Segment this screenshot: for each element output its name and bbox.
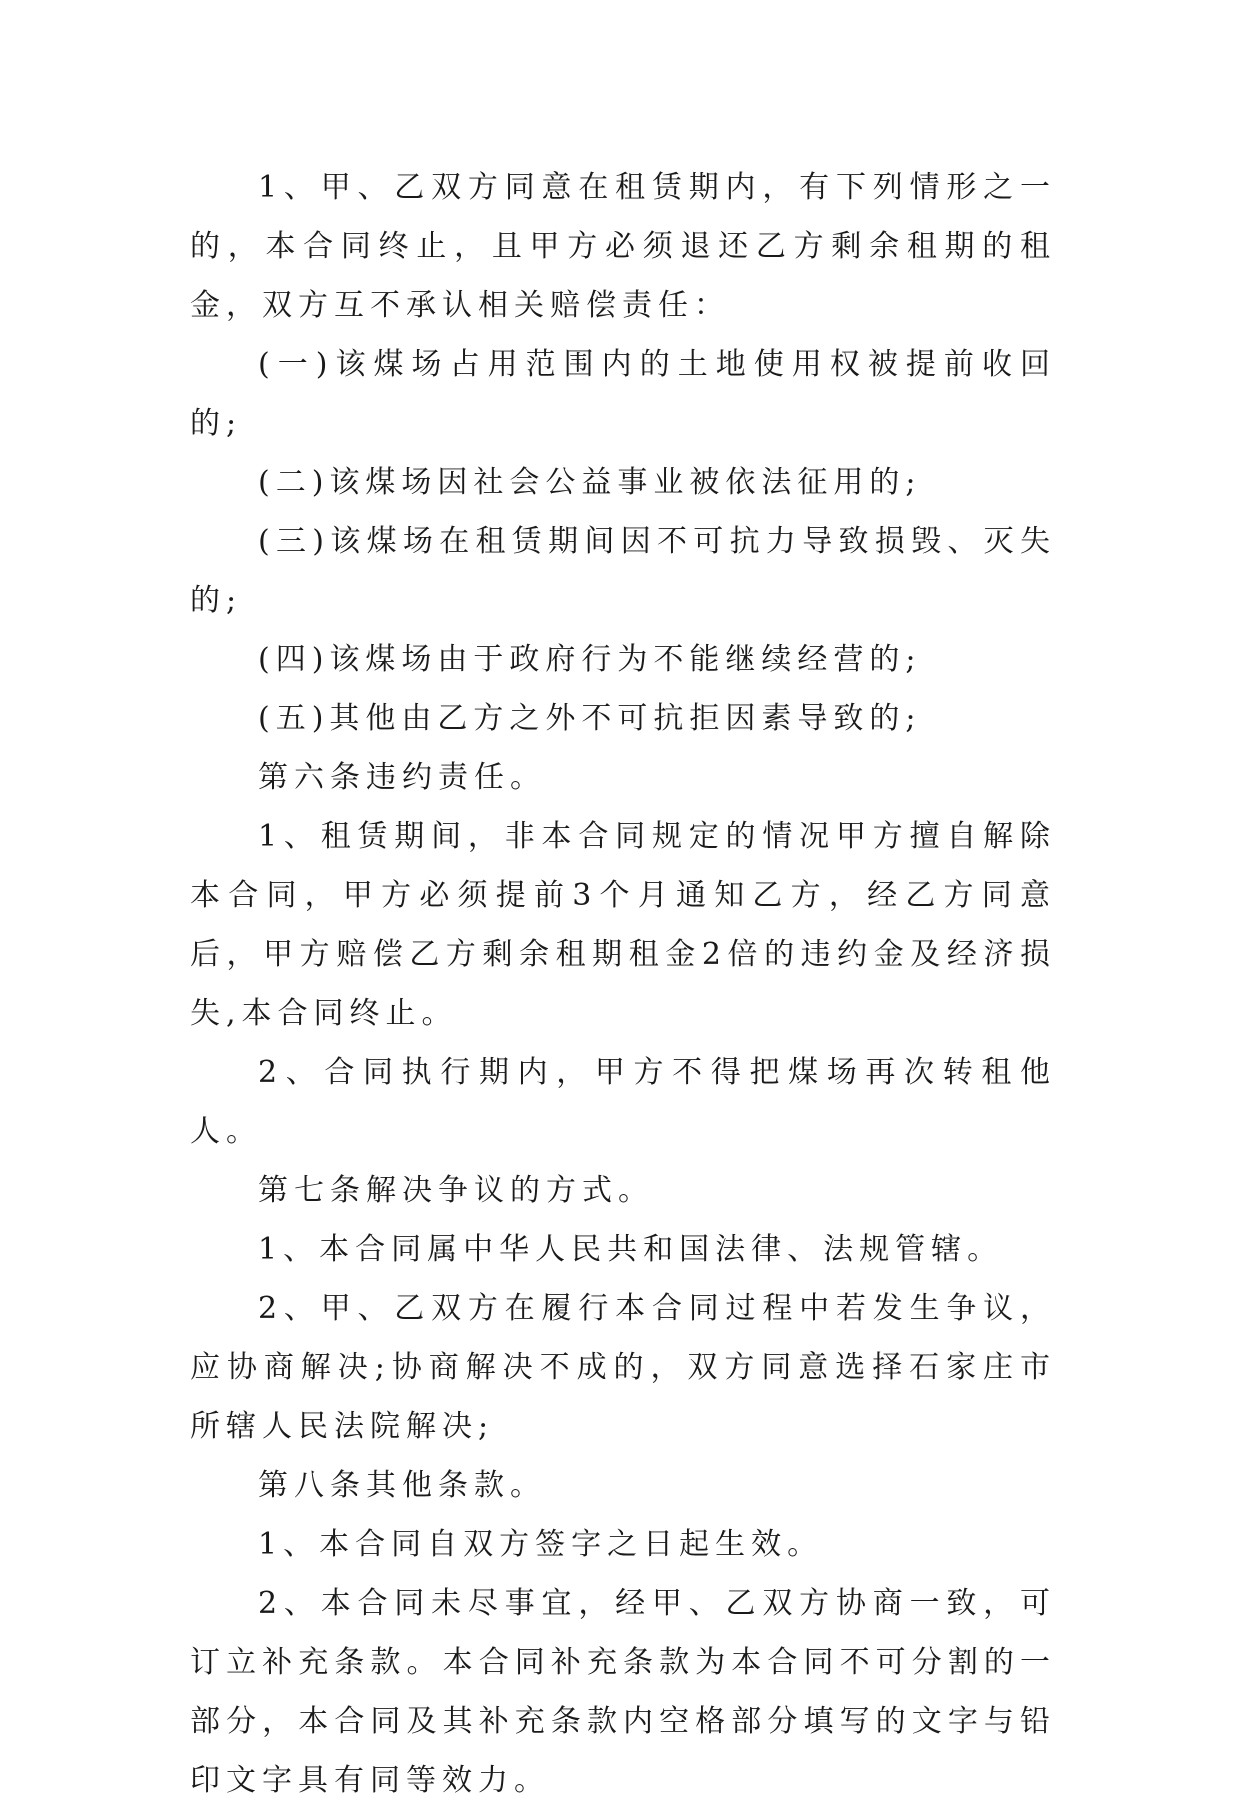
section-heading-article-8: 第八条其他条款。 <box>258 1468 546 1503</box>
paragraph-condition-1: (一)该煤场占用范围内的土地使用权被提前收回的; <box>190 347 1056 441</box>
paragraph-condition-2: (二)该煤场因社会公益事业被依法征用的; <box>258 465 922 500</box>
section-heading-article-7: 第七条解决争议的方式。 <box>258 1173 654 1208</box>
paragraph-article-7-item-2: 2、甲、乙双方在履行本合同过程中若发生争议，应协商解决;协商解决不成的，双方同意选择石家庄市所辖人民法院解决; <box>190 1291 1056 1444</box>
paragraph-condition-3: (三)该煤场在租赁期间因不可抗力导致损毁、灭失的; <box>190 524 1056 618</box>
paragraph-article-6-item-1: 1、租赁期间，非本合同规定的情况甲方擅自解除本合同，甲方必须提前3个月通知乙方，经乙方同意后，甲方赔偿乙方剩余租期租金2倍的违约金及经济损失,本合同终止。 <box>190 819 1056 1031</box>
paragraph-article-8-item-2: 2、本合同未尽事宜，经甲、乙双方协商一致，可订立补充条款。本合同补充条款为本合同不可分割的一部分，本合同及其补充条款内空格部分填写的文字与铅印文字具有同等效力。 <box>190 1586 1056 1798</box>
paragraph-condition-5: (五)其他由乙方之外不可抗拒因素导致的; <box>258 701 922 736</box>
paragraph-article-7-item-1: 1、本合同属中华人民共和国法律、法规管辖。 <box>258 1232 1004 1267</box>
paragraph-termination-conditions: 1、甲、乙双方同意在租赁期内，有下列情形之一的，本合同终止，且甲方必须退还乙方剩余租期的租金，双方互不承认相关赔偿责任： <box>190 170 1056 323</box>
paragraph-condition-4: (四)该煤场由于政府行为不能继续经营的; <box>258 642 922 677</box>
paragraph-article-8-item-1: 1、本合同自双方签字之日起生效。 <box>258 1527 824 1562</box>
document-body <box>190 158 1056 1810</box>
paragraph-article-6-item-2: 2、合同执行期内，甲方不得把煤场再次转租他人。 <box>190 1055 1056 1149</box>
section-heading-article-6: 第六条违约责任。 <box>258 760 546 795</box>
